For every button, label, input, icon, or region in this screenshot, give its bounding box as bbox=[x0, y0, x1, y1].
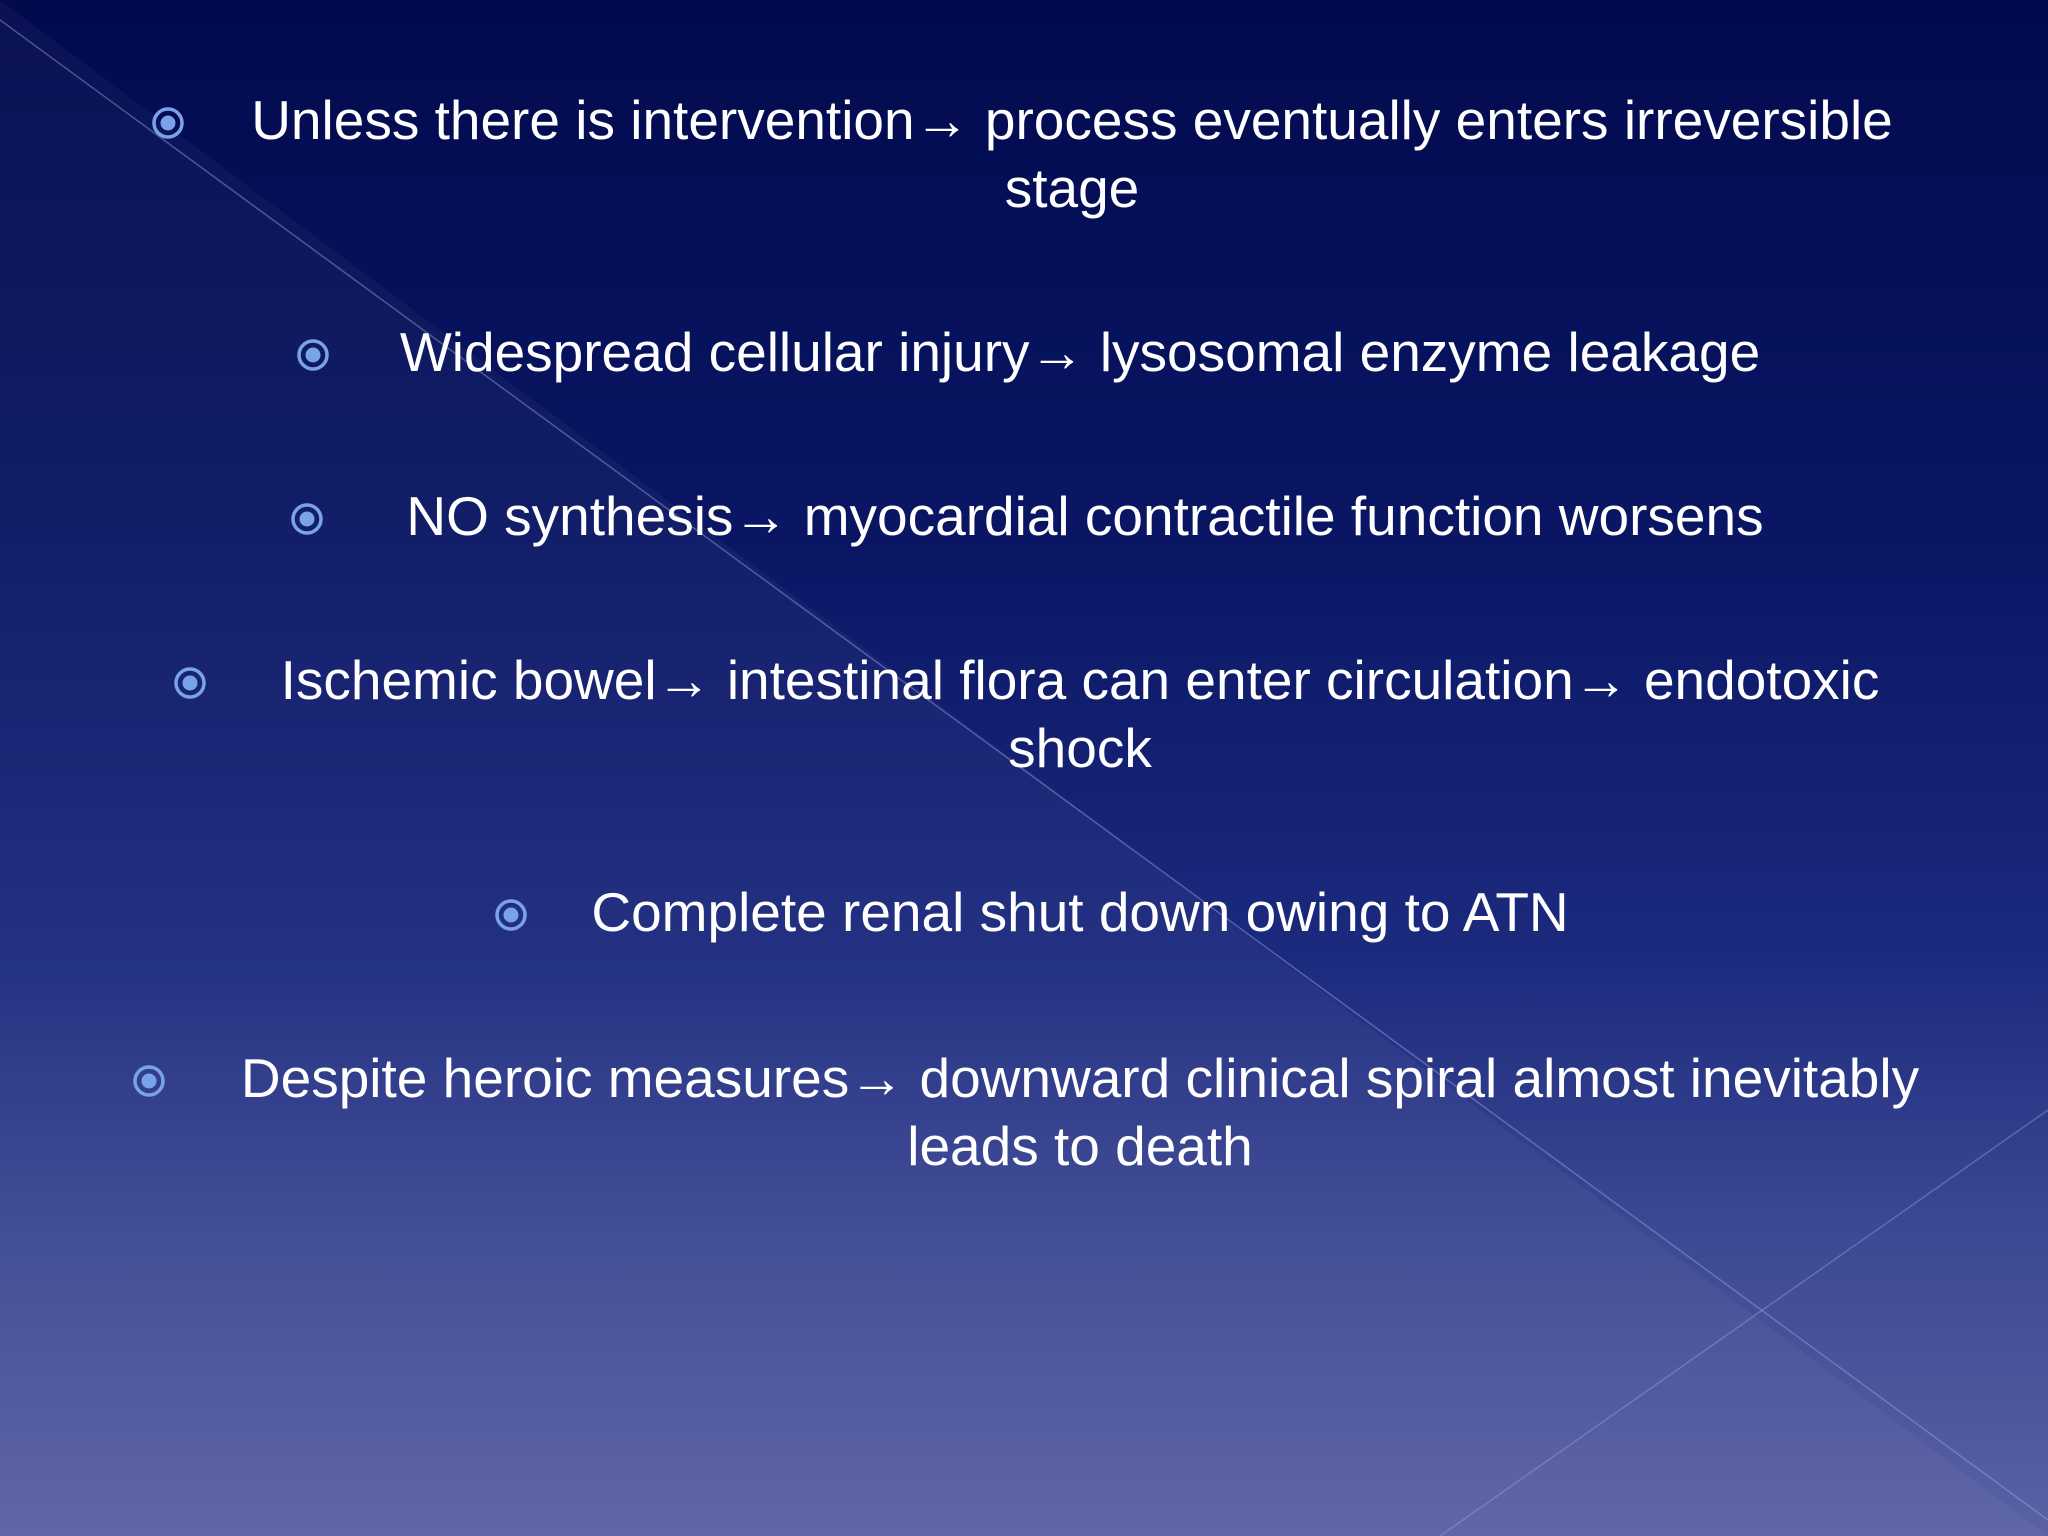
circled-dot-icon bbox=[493, 897, 529, 933]
bullet-line: Ischemic bowel→ intestinal flora can enter circulation→ endotoxic bbox=[280, 649, 1880, 711]
bullet-line: Complete renal shut down owing to ATN bbox=[591, 881, 1569, 943]
bullet-line: Despite heroic measures→ downward clinical spiral almost inevitably bbox=[240, 1047, 1920, 1109]
circled-dot-icon bbox=[295, 337, 331, 373]
bullet-line: stage bbox=[1004, 157, 1140, 219]
bullet-line: leads to death bbox=[907, 1115, 1253, 1177]
bullet-line: Unless there is intervention→ process eventually enters irreversible bbox=[251, 89, 1893, 151]
bullet-line: Widespread cellular injury→ lysosomal enzyme leakage bbox=[399, 321, 1761, 383]
bullet-line: NO synthesis→ myocardial contractile function worsens bbox=[406, 485, 1764, 547]
bullet-text bbox=[560, 878, 1600, 946]
bullet-line: shock bbox=[1008, 717, 1152, 779]
bullet-text bbox=[200, 1044, 1960, 1180]
bullet-text bbox=[240, 646, 1920, 782]
circled-dot-icon bbox=[289, 501, 325, 537]
bullet-text bbox=[370, 318, 1790, 386]
circled-dot-icon bbox=[150, 105, 186, 141]
circled-dot-icon bbox=[172, 665, 208, 701]
bullet-text bbox=[375, 482, 1795, 550]
circled-dot-icon bbox=[131, 1063, 167, 1099]
bullet-text bbox=[222, 86, 1922, 222]
